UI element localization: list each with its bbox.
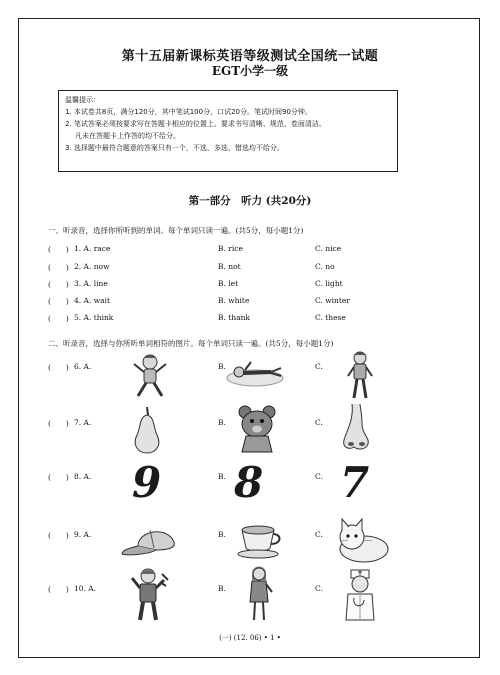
- part2-instruction: 二、听录音，选择与你所听单词相符的图片。每个单词只读一遍。(共5分，每小题1分): [48, 339, 334, 348]
- exam-title: 第十五届新课标英语等级测试全国统一试题: [121, 49, 379, 64]
- bear-icon: [232, 402, 282, 454]
- answer-blank[interactable]: ( ): [48, 263, 69, 272]
- option-a: 1. A. race: [74, 244, 111, 253]
- option-a: 6. A.: [74, 362, 92, 371]
- option-c: C. these: [315, 313, 346, 322]
- jumping-boy-icon: [130, 352, 170, 402]
- option-a: 10. A.: [74, 584, 97, 593]
- notice-box: [58, 90, 398, 172]
- option-b: B.: [218, 418, 226, 427]
- doctor-icon: [340, 568, 380, 622]
- nose-icon: [340, 402, 372, 454]
- option-a: 8. A.: [74, 472, 92, 481]
- part1-instruction: 一、听录音，选择你所听到的单词。每个单词只读一遍。(共5分，每小题1分): [48, 226, 304, 235]
- exam-subtitle: EGT小学一级: [211, 64, 289, 78]
- digit-eight: 8: [234, 458, 264, 507]
- notice-line: 3. 选择题中最符合题意的答案只有一个，不选、多选、错选均不给分。: [65, 144, 284, 152]
- page-footer: (一) (12. 06) • 1 •: [219, 634, 281, 642]
- section-title: 第一部分 听力 (共20分): [188, 195, 312, 207]
- option-b: B. white: [218, 296, 250, 305]
- cat-icon: [334, 515, 390, 565]
- option-c: C. light: [315, 279, 343, 288]
- option-b: B. thank: [218, 313, 250, 322]
- option-c: C. nice: [315, 244, 342, 253]
- option-c: C.: [315, 472, 323, 481]
- option-c: C. no: [315, 262, 335, 271]
- worker-icon: [128, 566, 170, 622]
- teacup-icon: [236, 520, 288, 560]
- answer-blank[interactable]: ( ): [48, 419, 69, 428]
- businesswoman-icon: [244, 564, 274, 622]
- option-c: C.: [315, 418, 323, 427]
- option-a: 3. A. line: [74, 279, 108, 288]
- walking-boy-icon: [345, 350, 375, 402]
- digit-seven: 7: [340, 458, 370, 507]
- option-b: B.: [218, 362, 226, 371]
- option-c: C.: [315, 584, 323, 593]
- answer-blank[interactable]: ( ): [48, 297, 69, 306]
- option-a: 9. A.: [74, 530, 92, 539]
- answer-blank[interactable]: ( ): [48, 531, 69, 540]
- option-b: B. not: [218, 262, 241, 271]
- option-a: 4. A. wait: [74, 296, 111, 305]
- option-b: B. let: [218, 279, 239, 288]
- answer-blank[interactable]: ( ): [48, 363, 69, 372]
- answer-blank[interactable]: ( ): [48, 245, 69, 254]
- flying-girl-icon: [225, 360, 285, 390]
- option-a: 5. A. think: [74, 313, 114, 322]
- option-b: B. rice: [218, 244, 243, 253]
- option-c: C.: [315, 362, 323, 371]
- option-b: B.: [218, 472, 226, 481]
- answer-blank[interactable]: ( ): [48, 473, 69, 482]
- pear-icon: [130, 405, 164, 455]
- notice-line: 2. 笔试答案必须按要求写在答题卡相应的位置上。要求书写清晰、规范、卷面清洁。: [65, 120, 326, 128]
- answer-blank[interactable]: ( ): [48, 280, 69, 289]
- digit-nine: 9: [132, 458, 162, 507]
- cap-icon: [120, 522, 182, 558]
- option-c: C.: [315, 530, 323, 539]
- notice-line: 凡未在答题卡上作答的均不给分。: [75, 132, 180, 140]
- option-a: 7. A.: [74, 418, 92, 427]
- option-b: B.: [218, 584, 226, 593]
- notice-line: 1. 本试卷共8页，满分120分，其中笔试100分，口试20分。笔试时间90分钟。: [65, 108, 312, 116]
- option-a: 2. A. now: [74, 262, 110, 271]
- answer-blank[interactable]: ( ): [48, 585, 69, 594]
- notice-heading: 温馨提示：: [65, 96, 100, 104]
- option-b: B.: [218, 530, 226, 539]
- answer-blank[interactable]: ( ): [48, 314, 69, 323]
- option-c: C. winter: [315, 296, 350, 305]
